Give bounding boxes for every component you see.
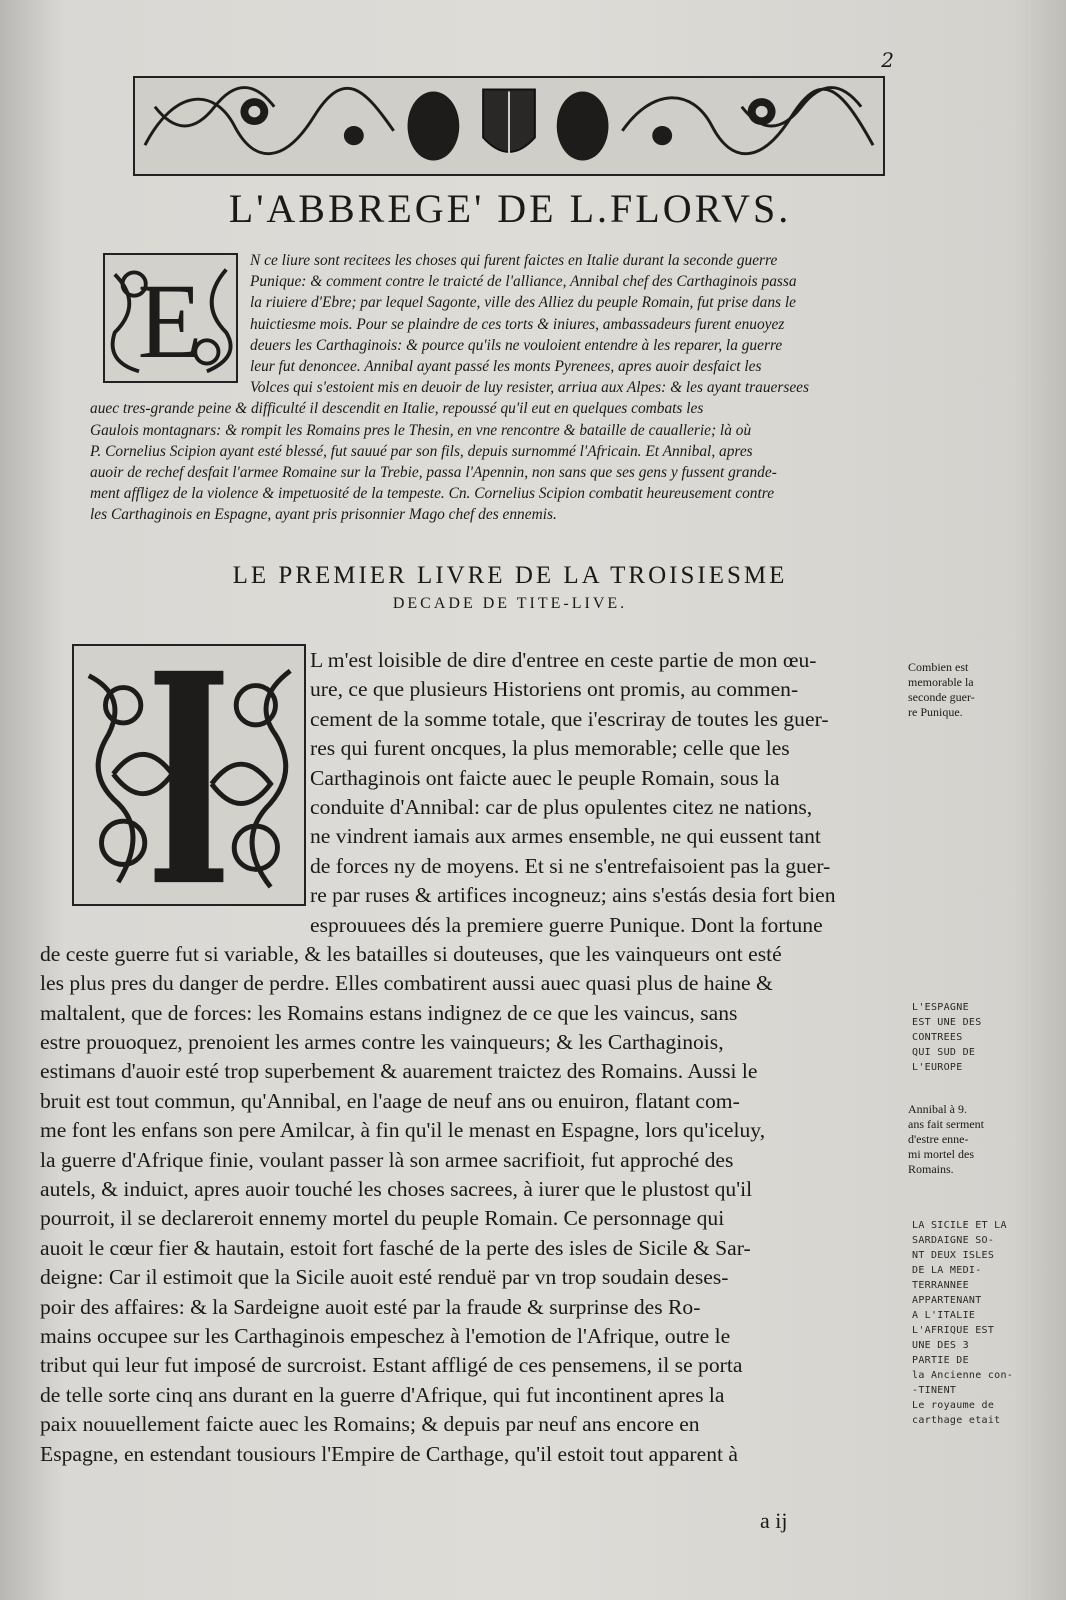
- body-line: pourroit, il se declareroit ennemy mortel du peuple Romain. Ce personnage qui: [40, 1206, 725, 1231]
- body-line: Carthaginois ont faicte auec le peuple Romain, sous la: [310, 765, 780, 790]
- summary-line: les Carthaginois en Espagne, ayant pris prisonnier Mago chef des ennemis.: [90, 506, 557, 524]
- body-line: la guerre d'Afrique finie, voulant passer là son armee sacrifioit, fut approché des: [40, 1147, 734, 1172]
- hand-line: DE LA MEDI-: [912, 1265, 982, 1276]
- body-line: re par ruses & artifices incogneuz; ains s'estás desia fort bien: [310, 883, 836, 908]
- summary-line: P. Cornelius Scipion ayant esté blessé, fut sauué par son fils, depuis surnommé l'Africain. Et Annibal, apres: [90, 442, 753, 460]
- margin-line: Combien est: [908, 660, 969, 674]
- hand-line: L'AFRIQUE EST: [912, 1325, 995, 1336]
- body-line: ure, ce que plusieurs Historiens ont promis, au commen-: [310, 677, 799, 702]
- hand-line: CONTREES: [912, 1032, 963, 1043]
- body-line: esprouuees dés la premiere guerre Punique. Dont la fortune: [310, 912, 823, 937]
- hand-line: la Ancienne con-: [912, 1370, 1014, 1381]
- hand-line: UNE DES 3: [912, 1340, 969, 1351]
- hand-line: PARTIE DE: [912, 1355, 969, 1366]
- folio-number: 2: [881, 48, 894, 72]
- hand-line: QUI SUD DE: [912, 1047, 976, 1058]
- margin-line: memorable la: [908, 675, 974, 689]
- handwritten-note-sicile: [912, 1218, 1022, 1428]
- body-line: ne vindrent iamais aux armes ensemble, ne qui eussent tant: [310, 824, 821, 849]
- hand-line: -TINENT: [912, 1385, 957, 1396]
- summary-line: leur fut denoncee. Annibal ayant passé les monts Pyrenees, apres auoir desfaict les: [250, 357, 762, 375]
- margin-line: Annibal à 9.: [908, 1102, 967, 1116]
- margin-note-annibal: [908, 1102, 1008, 1177]
- body-line: L m'est loisible de dire d'entree en ceste partie de mon œu-: [310, 648, 817, 672]
- main-title: L'ABBREGE' DE L.FLORVS.: [228, 186, 792, 231]
- summary-line: la riuiere d'Ebre; par lequel Sagonte, ville des Alliez du peuple Romain, fut prise dans le: [250, 294, 797, 312]
- headpiece-ornament-icon: [135, 78, 883, 174]
- hand-line: L'ESPAGNE: [912, 1002, 969, 1013]
- body-line: maltalent, que de forces: les Romains estans indignez de ce que les vaincus, sans: [40, 1000, 738, 1025]
- hand-line: Le royaume de: [912, 1400, 995, 1411]
- body-line: estre prouoquez, prenoient les armes contre les vainqueurs; & les Carthaginois,: [40, 1030, 724, 1055]
- margin-line: re Punique.: [908, 705, 963, 719]
- body-line: de ceste guerre fut si variable, & les batailles si douteuses, que les vainqueurs ont esté: [40, 941, 782, 966]
- summary-line: Punique: & comment contre le traicté de l'alliance, Annibal chef des Carthaginois passa: [250, 273, 797, 291]
- svg-text:E: E: [137, 262, 203, 381]
- main-body-text: [40, 646, 910, 1469]
- summary-line: Gaulois montagnars: & rompit les Romains pres le Thesin, en vne rencontre & bataille de cauallerie; là où: [90, 421, 752, 439]
- hand-line: A L'ITALIE: [912, 1310, 976, 1321]
- margin-line: Romains.: [908, 1162, 954, 1176]
- body-line: tribut qui leur fut imposé de surcroist. Estant affligé de ces pensemens, il se porta: [40, 1353, 743, 1378]
- margin-note-memorable: [908, 660, 1008, 720]
- body-line: mains occupee sur les Carthaginois empeschez à l'emotion de l'Afrique, outre le: [40, 1323, 731, 1348]
- margin-line: mi mortel des: [908, 1147, 974, 1161]
- summary-line: huictiesme mois. Pour se plaindre de ces torts & iniures, ambassadeurs furent enuoyez: [250, 315, 785, 333]
- body-line: deigne: Car il estimoit que la Sicile auoit esté renduë par vn trop soudain deses-: [40, 1265, 729, 1290]
- body-line: Espagne, en estendant tousiours l'Empire de Carthage, qu'il estoit tout apparent à: [40, 1441, 738, 1466]
- body-line: autels, & induict, apres auoir touché les choses sacrees, à iurer que le plustost qu'il: [40, 1177, 753, 1202]
- ornamental-headpiece: [133, 76, 885, 176]
- body-line: cement de la somme totale, que i'escriray de toutes les guer-: [310, 706, 829, 731]
- handwritten-note-espagne: [912, 1000, 1022, 1075]
- hand-line: TERRANNEE: [912, 1280, 969, 1291]
- body-line: les plus pres du danger de perdre. Elles combatirent aussi auec quasi plus de haine &: [40, 971, 773, 996]
- body-line: auoit le cœur fier & hautain, estoit fort fasché de la perte des isles de Sicile & Sar-: [40, 1235, 751, 1260]
- summary-line: N ce liure sont recitees les choses qui furent faictes en Italie durant la seconde guerre: [250, 252, 778, 269]
- body-line: me font les enfans son pere Amilcar, à fin qu'il le menast en Espagne, lors qu'iceluy,: [40, 1118, 766, 1143]
- body-line: paix nouuellement faicte auec les Romains; & depuis par neuf ans encore en: [40, 1412, 700, 1437]
- hand-line: L'EUROPE: [912, 1062, 963, 1073]
- body-line: estimans d'auoir esté trop superbement & auarement traictez des Romains. Aussi le: [40, 1059, 758, 1084]
- summary-line: auoir de rechef desfait l'armee Romaine sur la Trebie, passa l'Apennin, non sans que ses gens y fussent grande-: [90, 463, 777, 481]
- body-line: res qui furent oncques, la plus memorable; celle que les: [310, 736, 790, 761]
- body-line: poir des affaires: & la Sardeigne auoit esté par la fraude & surprinse des Ro-: [40, 1294, 701, 1319]
- hand-line: SARDAIGNE SO-: [912, 1235, 995, 1246]
- hand-line: NT DEUX ISLES: [912, 1250, 995, 1261]
- hand-line: APPARTENANT: [912, 1295, 982, 1306]
- body-line: de forces ny de moyens. Et si ne s'entrefaisoient pas la guer-: [310, 853, 831, 878]
- summary-line: Volces qui s'estoient mis en deuoir de luy resister, arriua aux Alpes: & les ayant trauersees: [250, 379, 809, 397]
- signature-mark: a ij: [760, 1508, 788, 1533]
- chapter-subtitle: DECADE DE TITE-LIVE.: [392, 595, 628, 612]
- chapter-summary: [90, 250, 910, 525]
- body-line: bruit est tout commun, qu'Annibal, en l'aage de neuf ans ou enuiron, flatant com-: [40, 1088, 740, 1113]
- hand-line: carthage etait: [912, 1415, 1001, 1426]
- margin-line: seconde guer-: [908, 690, 975, 704]
- hand-line: EST UNE DES: [912, 1017, 982, 1028]
- summary-line: ment affligez de la violence & impetuosité de la tempeste. Cn. Cornelius Scipion combatit heureusement contre: [90, 485, 775, 503]
- margin-line: d'estre enne-: [908, 1132, 969, 1146]
- summary-line: auec tres-grande peine & difficulté il descendit en Italie, repoussé qu'il eut en quelques combats les: [90, 400, 704, 418]
- body-line: conduite d'Annibal: car de plus opulentes citez ne nations,: [310, 794, 813, 819]
- body-line: de telle sorte cinq ans durant en la guerre d'Afrique, qui fut incontinent apres la: [40, 1382, 725, 1407]
- margin-line: ans fait serment: [908, 1117, 984, 1131]
- chapter-title: LE PREMIER LIVRE DE LA TROISIESME: [232, 562, 788, 589]
- hand-line: LA SICILE ET LA: [912, 1220, 1007, 1231]
- summary-line: deuers les Carthaginois: & pource qu'ils ne vouloient entendre à les reparer, la guerre: [250, 336, 783, 354]
